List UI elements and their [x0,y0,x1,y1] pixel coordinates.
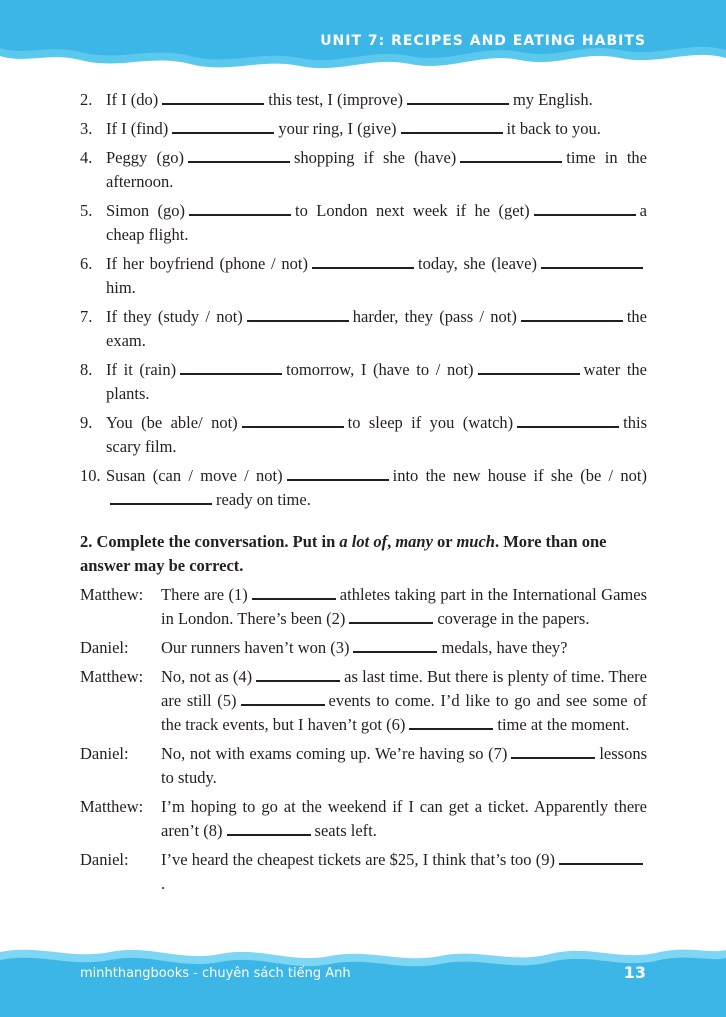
dialogue-text [161,636,647,660]
item-number: 3. [80,119,93,138]
item-text: If I (find) [106,119,169,138]
instruction-text: . More than one answer may be correct. [80,532,607,575]
speaker-name: Matthew: [80,585,144,604]
item-text: this test, I (improve) [268,90,403,109]
answer-blank[interactable] [247,320,349,322]
answer-blank[interactable] [478,373,580,375]
answer-blank[interactable] [110,503,212,505]
option-many: many [395,532,433,551]
line-text: lessons to study. [161,744,647,787]
option-much: much [456,532,495,551]
dialogue-text [161,583,647,631]
exercise2-instructions [80,530,647,578]
item-text: into the new house if she (be / not) [392,466,647,485]
conversation [80,583,647,896]
item-text: You (be able/ not) [106,413,238,432]
answer-blank[interactable] [227,834,311,836]
line-text: athletes taking part in the International Games in London. There’s been (2) [161,585,647,628]
item-text: ready on time. [216,490,311,509]
dialogue-text [161,742,647,790]
list-item [80,464,647,512]
answer-blank[interactable] [559,863,643,865]
item-text: water the plants. [106,360,647,403]
line-text: . [161,874,166,893]
speaker-name: Daniel: [80,850,129,869]
line-text: as last time. But there is plenty of time. There are still (5) [161,667,648,710]
line-text: I’m hoping to go at the weekend if I can get a ticket. Apparently there aren’t (8) [161,797,647,840]
line-text: No, not with exams coming up. We’re having so (7) [161,744,508,763]
item-text: the exam. [106,307,647,350]
line-text: There are (1) [161,585,248,604]
speaker-name: Matthew: [80,797,144,816]
item-text: Peggy (go) [106,148,184,167]
list-item [80,199,647,247]
item-number: 7. [80,307,93,326]
dialogue-line [80,583,647,631]
instruction-text: , [387,532,396,551]
answer-blank[interactable] [460,161,562,163]
answer-blank[interactable] [287,479,389,481]
answer-blank[interactable] [189,214,291,216]
item-text: today, she (leave) [417,254,538,273]
item-number: 2. [80,90,93,109]
list-item [80,411,647,459]
answer-blank[interactable] [511,757,595,759]
item-number: 8. [80,360,93,379]
list-item [80,88,647,112]
answer-blank[interactable] [407,103,509,105]
answer-blank[interactable] [252,598,336,600]
speaker-name: Matthew: [80,667,144,686]
line-text: Our runners haven’t won (3) [161,638,350,657]
item-text: harder, they (pass / not) [352,307,517,326]
dialogue-line [80,636,647,660]
list-item [80,358,647,406]
answer-blank[interactable] [517,426,619,428]
item-number: 4. [80,148,93,167]
dialogue-line [80,665,647,737]
list-item [80,146,647,194]
dialogue-text [161,795,647,843]
line-text: coverage in the papers. [437,609,590,628]
item-text: tomorrow, I (have to / not) [286,360,474,379]
item-text: him. [106,278,136,297]
item-text: this scary film. [106,413,648,456]
option-a-lot-of: a lot of [339,532,388,551]
list-item [80,117,647,141]
item-number: 6. [80,254,93,273]
line-text: events to come. I’d like to go and see some of the track events, but I haven’t got (6) [161,691,648,734]
answer-blank[interactable] [401,132,503,134]
answer-blank[interactable] [256,680,340,682]
line-text: medals, have they? [441,638,568,657]
answer-blank[interactable] [188,161,290,163]
answer-blank[interactable] [353,651,437,653]
answer-blank[interactable] [541,267,643,269]
item-text: If it (rain) [106,360,177,379]
speaker-name: Daniel: [80,638,129,657]
item-text: your ring, I (give) [278,119,397,138]
answer-blank[interactable] [242,426,344,428]
item-text: If I (do) [106,90,159,109]
footer-brand: minhthangbooks - chuyên sách tiếng Anh [80,966,351,981]
page-content [80,88,647,901]
list-item [80,252,647,300]
item-text: it back to you. [506,119,601,138]
item-number: 9. [80,413,93,432]
line-text: seats left. [314,821,377,840]
line-text: time at the moment. [497,715,630,734]
item-number: 10. [80,466,101,485]
item-text: shopping if she (have) [293,148,457,167]
answer-blank[interactable] [241,704,325,706]
answer-blank[interactable] [409,728,493,730]
item-text: to London next week if he (get) [295,201,530,220]
answer-blank[interactable] [521,320,623,322]
item-number: 5. [80,201,93,220]
item-text: Susan (can / move / not) [106,466,283,485]
answer-blank[interactable] [180,373,282,375]
item-text: to sleep if you (watch) [347,413,514,432]
item-text: a cheap flight. [106,201,647,244]
item-text: If her boyfriend (phone / not) [106,254,308,273]
item-text: Simon (go) [106,201,185,220]
item-text: If they (study / not) [106,307,243,326]
answer-blank[interactable] [162,103,264,105]
dialogue-text [161,848,647,896]
instruction-text: 2. Complete the conversation. Put in [80,532,340,551]
item-text: my English. [512,90,593,109]
answer-blank[interactable] [172,132,274,134]
exercise1-list [80,88,647,512]
item-text: time in the afternoon. [106,148,648,191]
dialogue-line [80,795,647,843]
page-number: 13 [623,963,646,982]
answer-blank[interactable] [534,214,636,216]
line-text: No, not as (4) [161,667,253,686]
speaker-name: Daniel: [80,744,129,763]
dialogue-text [161,665,647,737]
unit-title: UNIT 7: RECIPES AND EATING HABITS [320,33,646,49]
answer-blank[interactable] [349,622,433,624]
answer-blank[interactable] [312,267,414,269]
dialogue-line [80,848,647,896]
list-item [80,305,647,353]
dialogue-line [80,742,647,790]
line-text: I’ve heard the cheapest tickets are $25, I think that’s too (9) [161,850,555,869]
instruction-text: or [432,532,457,551]
